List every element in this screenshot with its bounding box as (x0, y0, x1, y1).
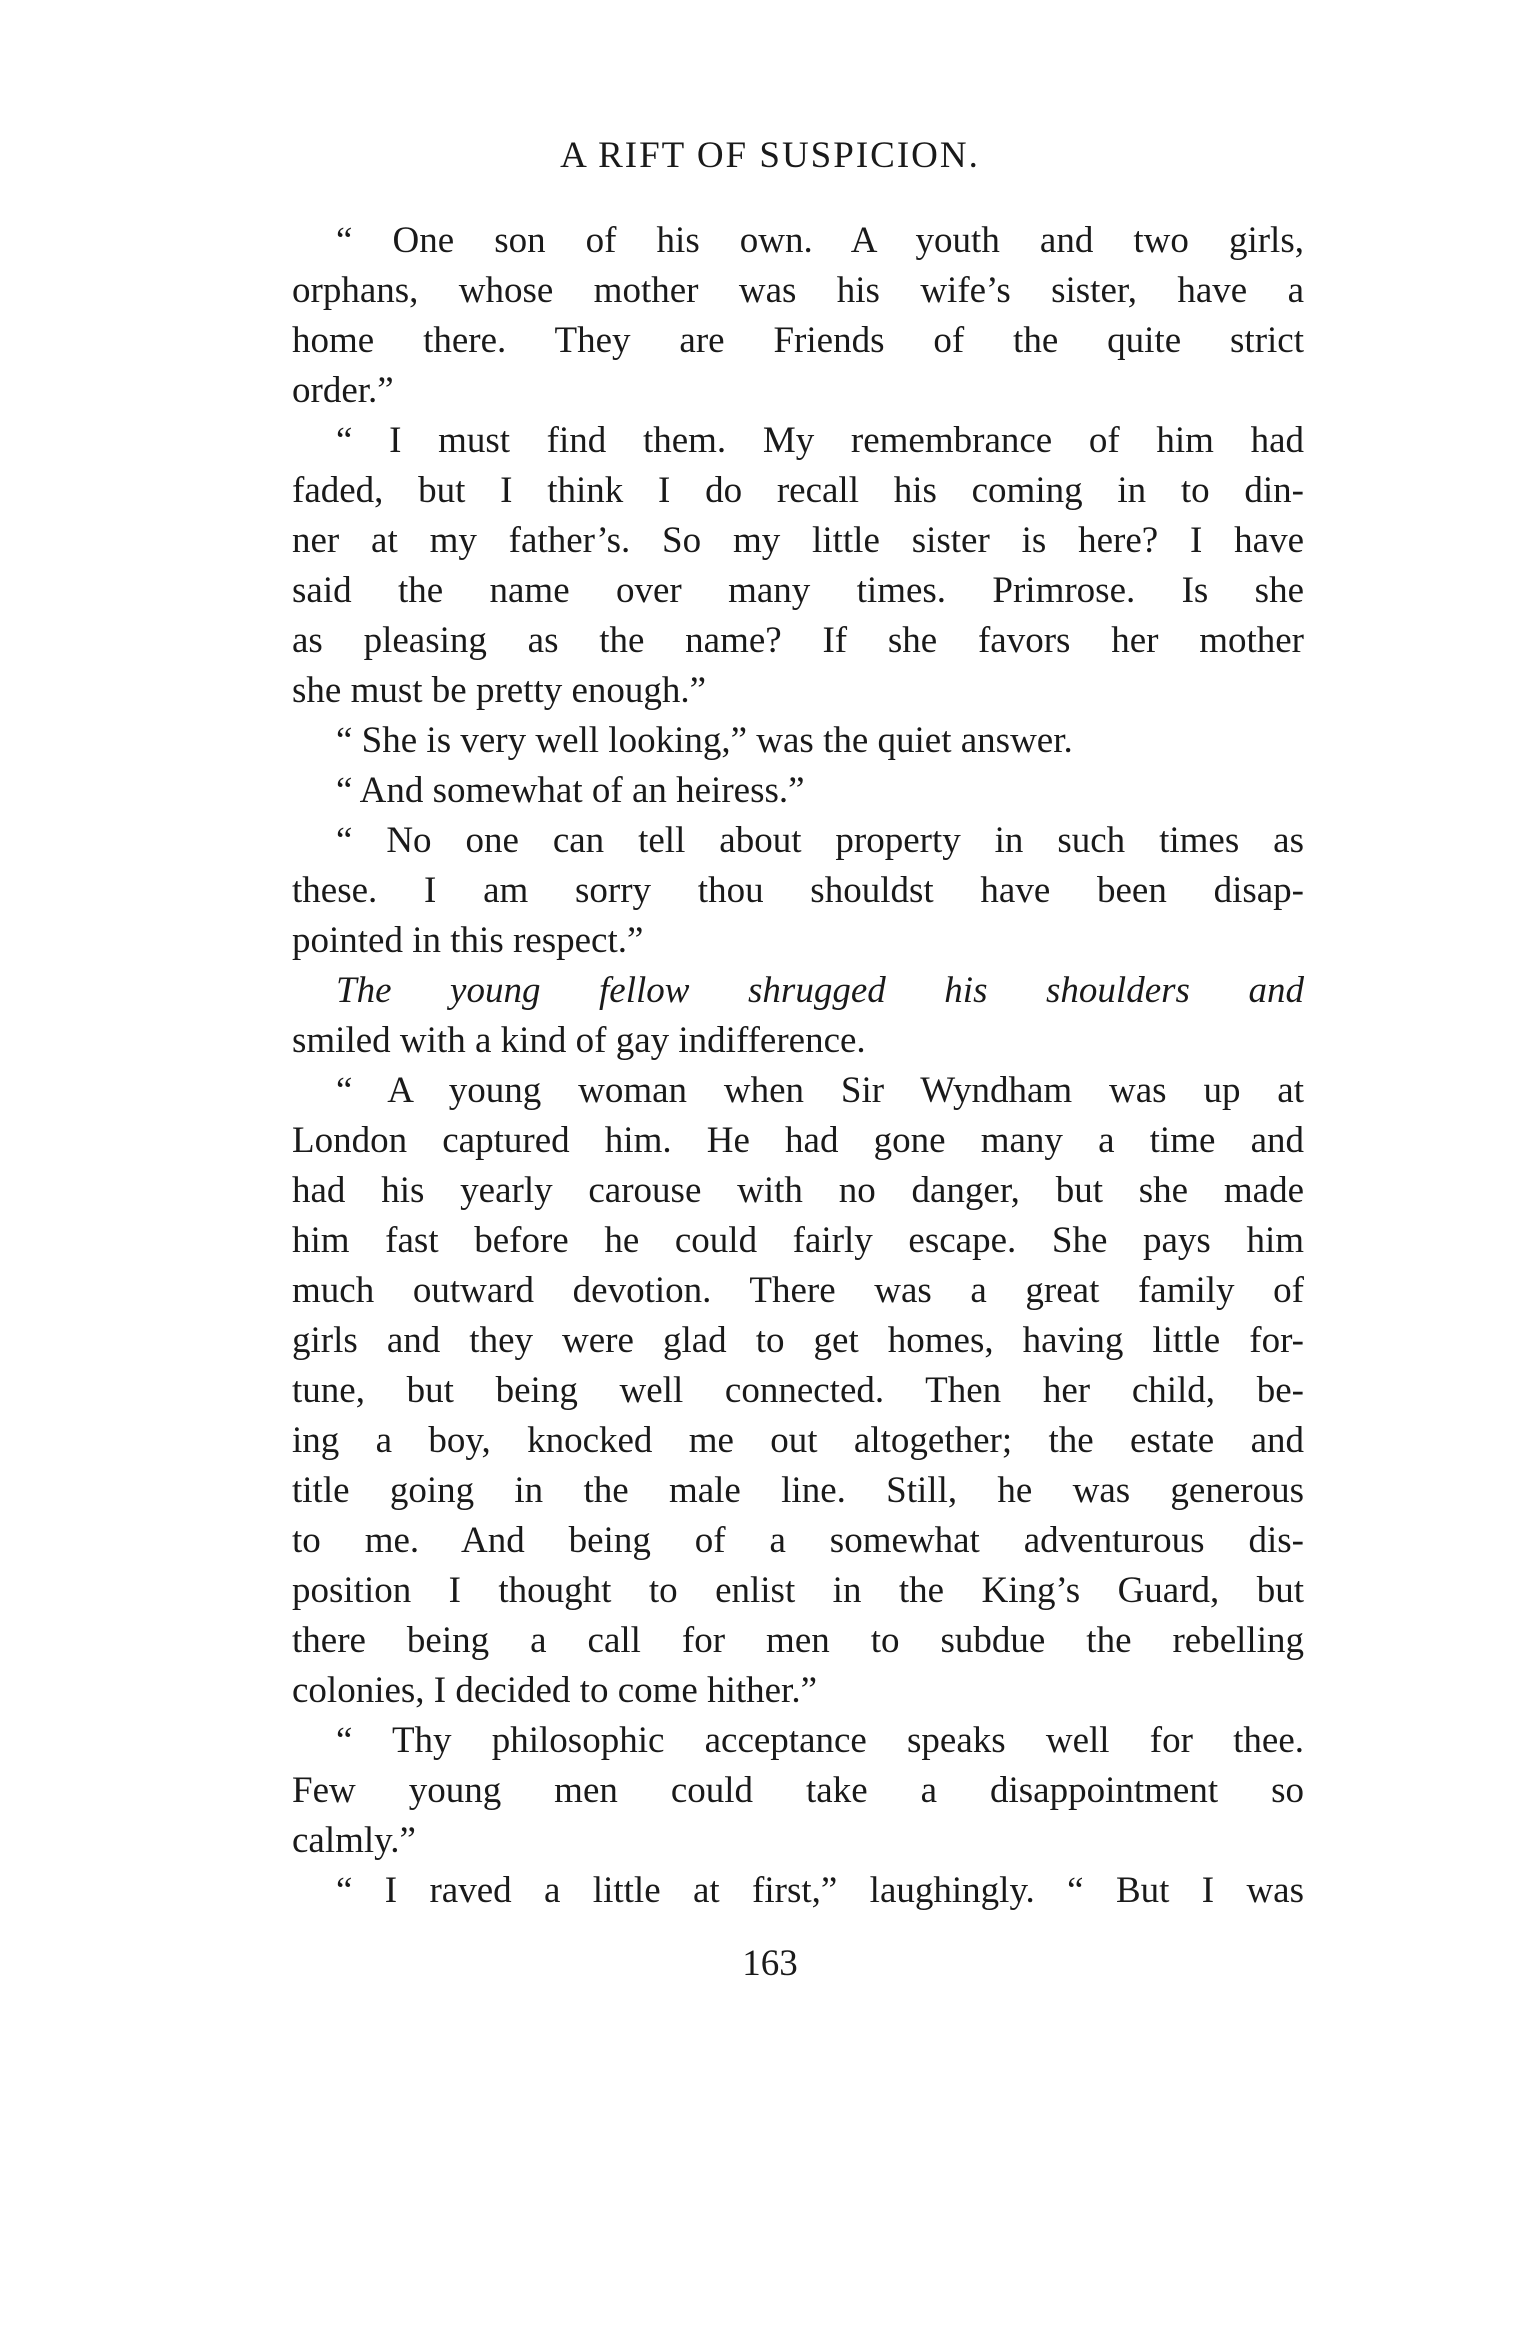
text-line: as pleasing as the name? If she favors her mother (292, 620, 1304, 661)
text-line: The young fellow shrugged his shoulders and (336, 970, 1304, 1011)
body-text (292, 216, 1304, 1916)
text-line: position I thought to enlist in the King’s Guard, but (292, 1570, 1304, 1611)
text-line: London captured him. He had gone many a time and (292, 1120, 1304, 1161)
text-line: tune, but being well connected. Then her child, be- (292, 1370, 1304, 1411)
text-line: had his yearly carouse with no danger, but she made (292, 1170, 1304, 1211)
text-line: calmly.” (292, 1820, 416, 1861)
page-number: 163 (742, 1943, 798, 1984)
text-line: smiled with a kind of gay indifference. (292, 1020, 866, 1061)
text-line: she must be pretty enough.” (292, 670, 707, 711)
text-line: faded, but I think I do recall his coming in to din- (292, 470, 1304, 511)
text-line: there being a call for men to subdue the rebelling (292, 1620, 1304, 1661)
text-line: these. I am sorry thou shouldst have been disap- (292, 870, 1304, 911)
text-line: “ And somewhat of an heiress.” (336, 770, 805, 811)
running-head: A RIFT OF SUSPICION. (560, 135, 980, 176)
text-line: “ No one can tell about property in such times as (336, 820, 1304, 861)
text-line: “ One son of his own. A youth and two girls, (336, 220, 1304, 261)
text-line: “ I must find them. My remembrance of him had (336, 420, 1304, 461)
text-line: “ Thy philosophic acceptance speaks well for thee. (336, 1720, 1304, 1761)
text-line: ner at my father’s. So my little sister is here? I have (292, 520, 1304, 561)
text-line: “ I raved a little at first,” laughingly. “ But I was (336, 1870, 1304, 1911)
text-line: girls and they were glad to get homes, having little for- (292, 1320, 1304, 1361)
text-line: order.” (292, 370, 394, 411)
text-line: ing a boy, knocked me out altogether; the estate and (292, 1420, 1304, 1461)
text-line: him fast before he could fairly escape. She pays him (292, 1220, 1304, 1261)
text-line: orphans, whose mother was his wife’s sister, have a (292, 270, 1304, 311)
text-line: colonies, I decided to come hither.” (292, 1670, 818, 1711)
text-line: much outward devotion. There was a great family of (292, 1270, 1304, 1311)
text-line: Few young men could take a disappointment so (292, 1770, 1304, 1811)
text-line: said the name over many times. Primrose. Is she (292, 570, 1304, 611)
text-line: home there. They are Friends of the quite strict (292, 320, 1304, 361)
text-line: title going in the male line. Still, he was generous (292, 1470, 1304, 1511)
text-line: “ She is very well looking,” was the quiet answer. (336, 720, 1073, 761)
text-line: “ A young woman when Sir Wyndham was up at (336, 1070, 1304, 1111)
text-line: pointed in this respect.” (292, 920, 644, 961)
text-line: to me. And being of a somewhat adventurous dis- (292, 1520, 1304, 1561)
